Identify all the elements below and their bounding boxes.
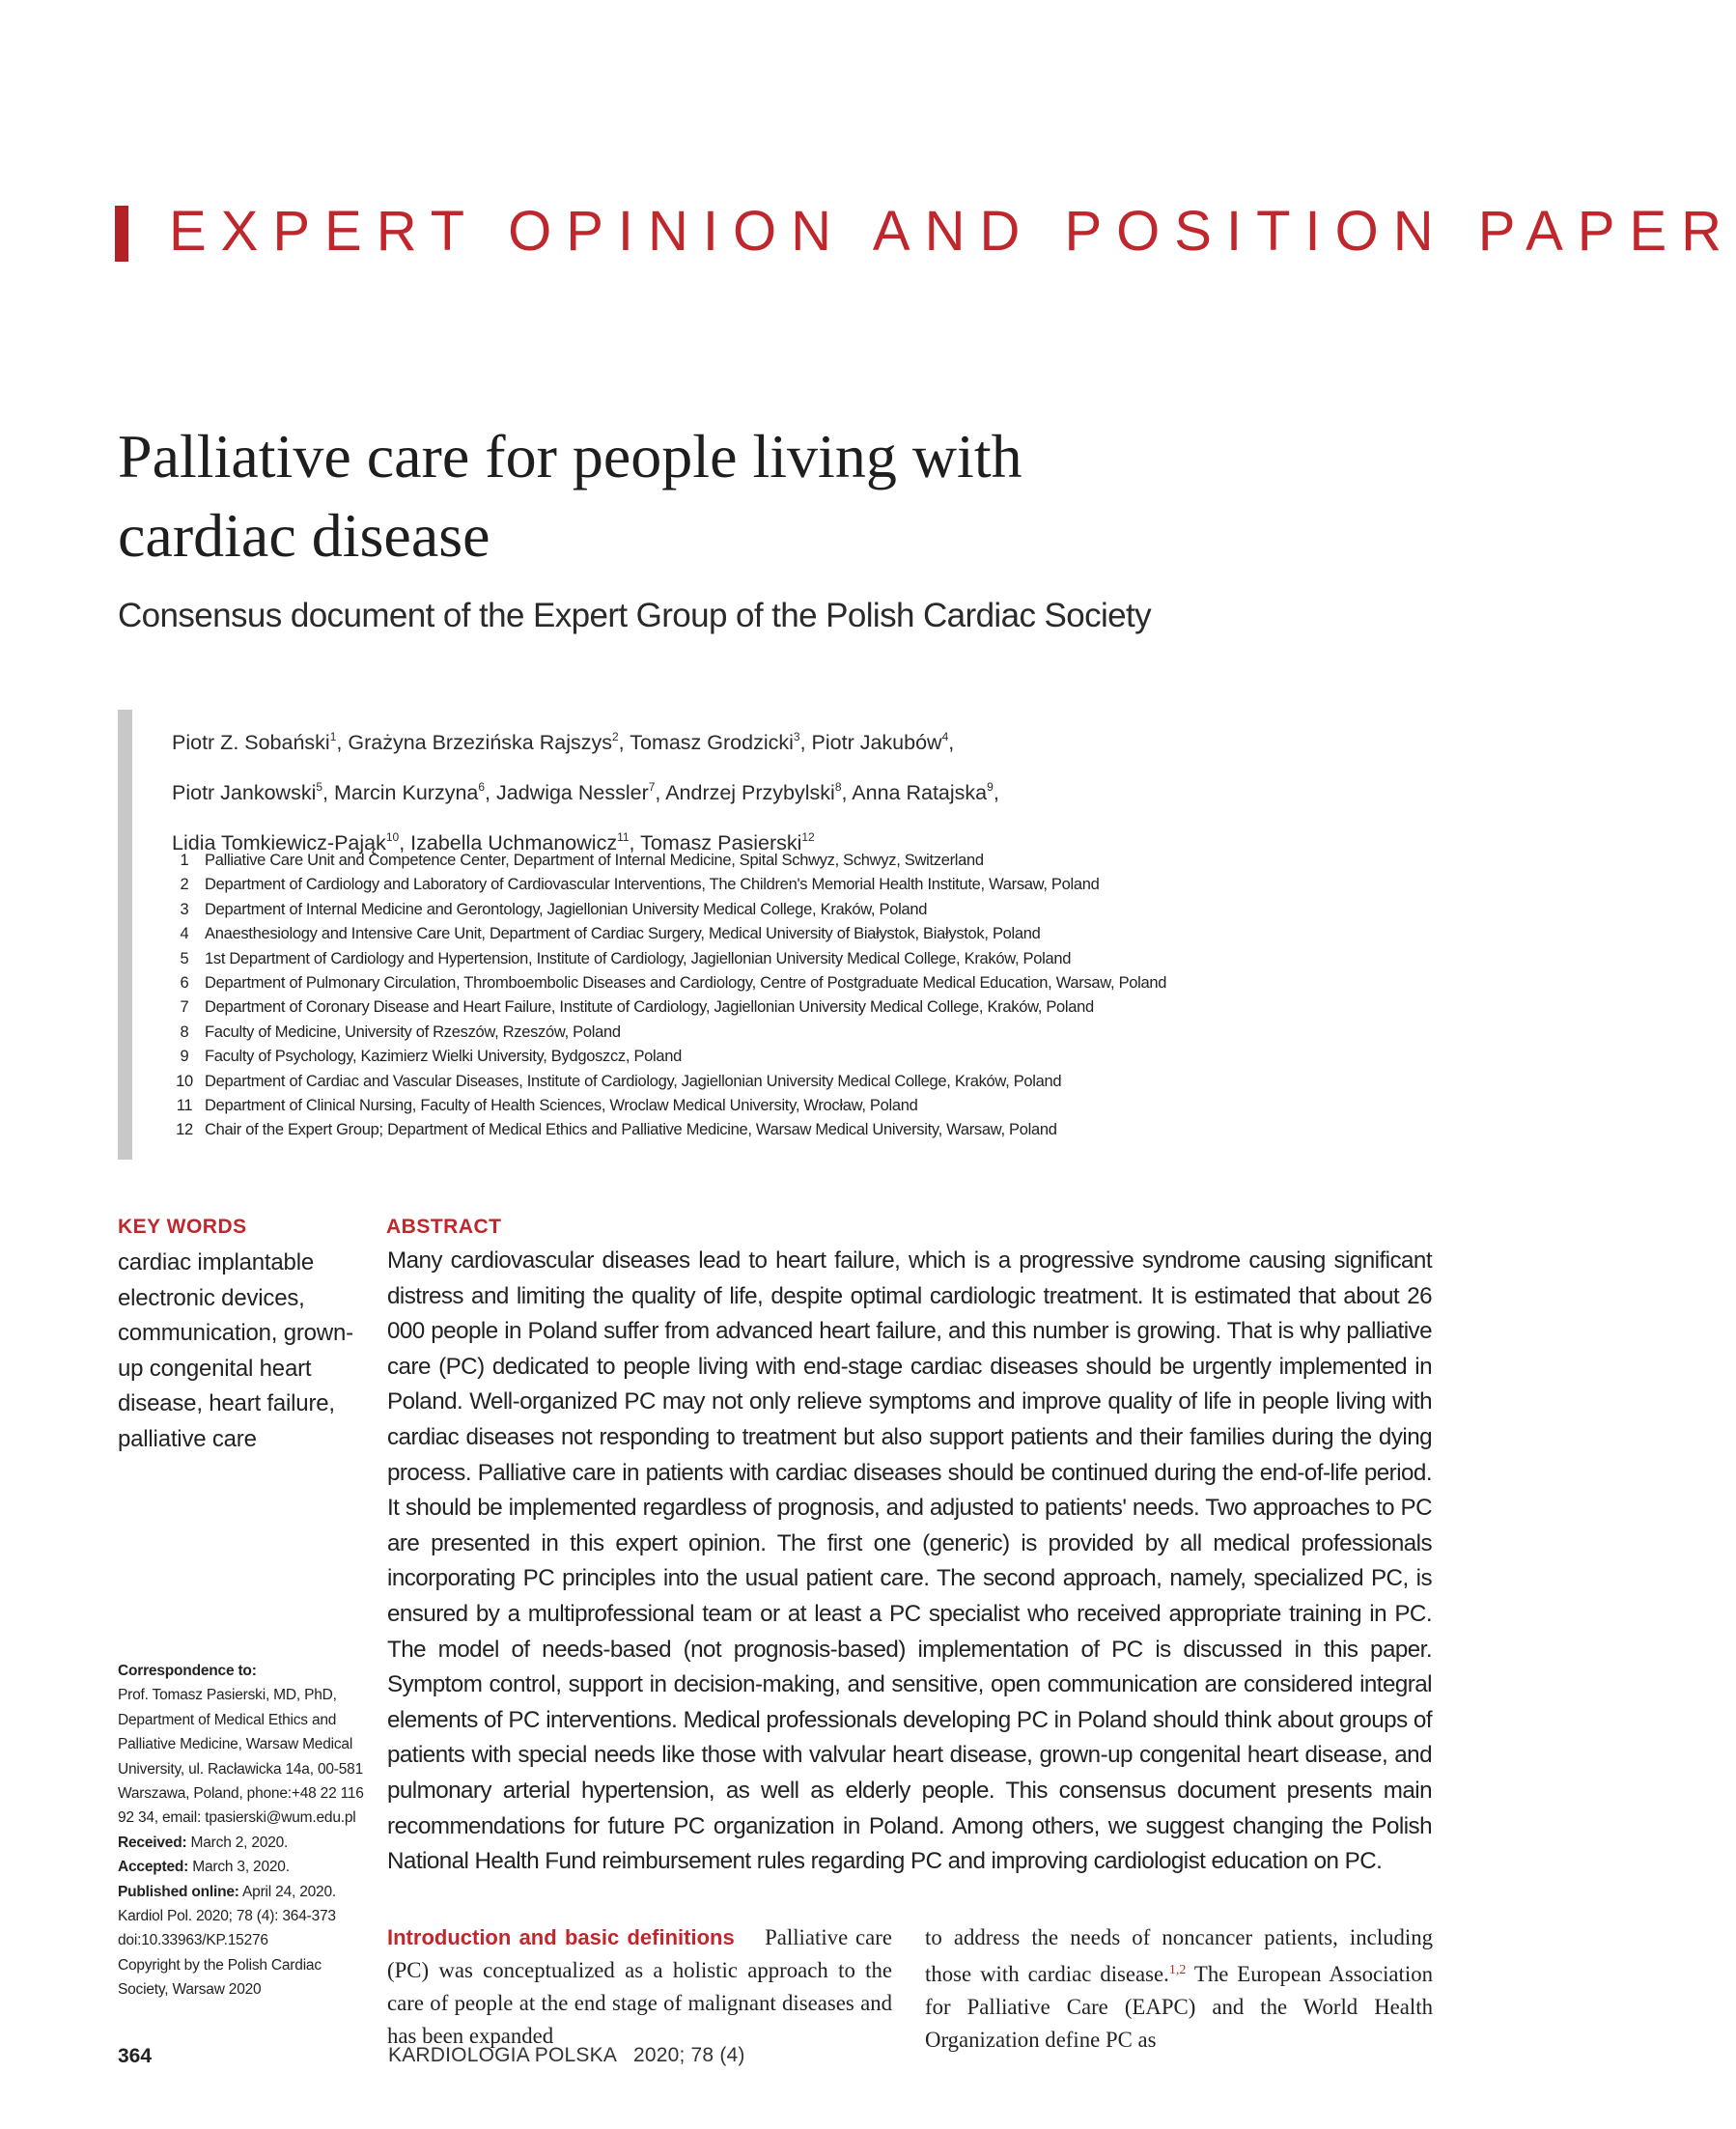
author-name: Tomasz Grodzicki (630, 731, 794, 754)
author-name: Grażyna Brzezińska Rajszys (348, 731, 612, 754)
affiliation-number: 9 (180, 1048, 189, 1066)
journal-footer: KARDIOLOGIA POLSKA 2020; 78 (4) (388, 2044, 745, 2066)
author-name: Anna Ratajska (852, 781, 988, 804)
affiliation-item (164, 849, 1419, 873)
affiliation-text: Department of Cardiac and Vascular Diseases, Institute of Cardiology, Jagiellonian University Medical College, Kraków, Poland (205, 1072, 1062, 1090)
affiliation-item (164, 922, 1419, 946)
affiliation-text: Anaesthesiology and Intensive Care Unit, Department of Cardiac Surgery, Medical University of Białystok, Białystok, Poland (205, 925, 1041, 943)
affiliation-item (164, 1021, 1419, 1045)
author-affiliation-ref: 7 (648, 780, 656, 794)
body-column-2 (925, 1921, 1433, 2057)
author-affiliation-ref: 11 (617, 830, 630, 844)
author-affiliation-ref: 2 (611, 730, 619, 743)
affiliation-item (164, 947, 1419, 971)
affiliation-list (164, 849, 1419, 1143)
author-name: Lidia Tomkiewicz-Pająk (172, 831, 386, 854)
author-name: Marcin Kurzyna (334, 781, 479, 804)
affiliation-number: 1 (180, 852, 189, 869)
keywords-text: cardiac implantable electronic devices, communication, grown-up congenital heart disease, heart failure, palliative care (118, 1249, 353, 1452)
article-subtitle: Consensus document of the Expert Group of the Polish Cardiac Society (118, 597, 1152, 634)
correspondence-address: Prof. Tomasz Pasierski, MD, PhD, Department of Medical Ethics and Palliative Medicine, Warsaw Medical University, ul. Racławicka 14a, 00-581 Warszawa, Poland, phone:+48 22 116 92 34, email: tpasierski@wum.edu.pl (118, 1687, 364, 1827)
affiliation-number: 4 (180, 925, 189, 943)
body-text-col2-a: to address the needs of noncancer patients, including those with cardiac disease. (925, 1925, 1433, 1986)
published-value: April 24, 2020. (238, 1883, 336, 1900)
affiliation-text: 1st Department of Cardiology and Hypertension, Institute of Cardiology, Jagiellonian University Medical College, Kraków, Poland (205, 949, 1072, 967)
section-label: EXPERT OPINION AND POSITION PAPER (169, 200, 1736, 263)
body-text-col1: Palliative care (PC) was conceptualized as a holistic approach to the care of people at the end stage of malignant diseases and has been expanded (387, 1925, 892, 2048)
section-heading: Introduction and basic definitions (387, 1925, 735, 1949)
affiliation-text: Department of Clinical Nursing, Faculty of Health Sciences, Wroclaw Medical University, Wrocław, Poland (205, 1096, 918, 1114)
author-separator: , (322, 781, 334, 804)
affiliation-text: Department of Coronary Disease and Heart Failure, Institute of Cardiology, Jagiellonian University Medical College, Kraków, Poland (205, 998, 1094, 1017)
affiliation-text: Department of Internal Medicine and Gerontology, Jagiellonian University Medical College, Kraków, Poland (205, 900, 928, 918)
affiliation-item (164, 898, 1419, 922)
author-name: Tomasz Pasierski (640, 831, 802, 854)
author-name: Andrzej Przybylski (665, 781, 835, 804)
received-date (118, 1831, 369, 1855)
author-separator: , (485, 781, 496, 804)
author-affiliation-ref: 12 (801, 830, 815, 844)
accepted-label: Accepted: (118, 1859, 189, 1876)
affiliation-number: 2 (180, 876, 189, 894)
section-label-bar (115, 206, 128, 262)
author-affiliation-ref: 9 (987, 780, 994, 794)
article-title-line-2: cardiac disease (118, 501, 490, 570)
published-date (118, 1880, 369, 1904)
author-name: Izabella Uchmanowicz (410, 831, 618, 854)
published-label: Published online: (118, 1883, 239, 1900)
affiliation-item (164, 1045, 1419, 1069)
affiliation-item (164, 1070, 1419, 1094)
doi: doi:10.33963/KP.15276 (118, 1932, 268, 1949)
body-text-col2-b: The European Association for Palliative Care (EAPC) and the World Health Organization define PC as (925, 1962, 1433, 2052)
author-name: Piotr Jankowski (172, 781, 317, 804)
abstract-heading: ABSTRACT (386, 1216, 502, 1238)
author-separator: , (841, 781, 853, 804)
author-affiliation-ref: 3 (793, 730, 800, 743)
affiliation-number: 7 (180, 998, 189, 1017)
affiliation-text: Department of Pulmonary Circulation, Thromboembolic Diseases and Cardiology, Centre of Postgraduate Medical Education, Warsaw, Poland (205, 973, 1167, 992)
affiliation-number: 10 (176, 1072, 193, 1090)
affiliation-number: 12 (176, 1121, 193, 1139)
citation: Kardiol Pol. 2020; 78 (4): 364-373 (118, 1908, 336, 1925)
affiliation-item (164, 995, 1419, 1020)
affiliation-text: Palliative Care Unit and Competence Center, Department of Internal Medicine, Spital Schwyz, Schwyz, Switzerland (205, 852, 984, 869)
received-value: March 2, 2020. (186, 1834, 289, 1851)
keywords-heading: KEY WORDS (118, 1216, 247, 1238)
author-separator: , (399, 831, 411, 854)
author-affiliation-ref: 8 (834, 780, 842, 794)
author-line (172, 765, 1379, 815)
reference-link[interactable]: 1,2 (1168, 1963, 1187, 1977)
affiliation-text: Chair of the Expert Group; Department of Medical Ethics and Palliative Medicine, Warsaw Medical University, Warsaw, Poland (205, 1121, 1057, 1139)
author-separator: , (655, 781, 666, 804)
affiliation-number: 5 (180, 949, 189, 967)
author-affiliation-ref: 4 (941, 730, 949, 743)
affiliation-number: 8 (180, 1022, 189, 1041)
received-label: Received: (118, 1834, 187, 1851)
accepted-value: March 3, 2020. (188, 1859, 290, 1876)
author-separator: , (336, 731, 349, 754)
article-title-line-1: Palliative care for people living with (118, 422, 1022, 490)
author-separator: , (618, 731, 630, 754)
author-line (172, 714, 1379, 765)
abstract-text: Many cardiovascular diseases lead to heart failure, which is a progressive syndrome causing significant distress and limiting the quality of life, despite optimal cardiologic treatment. It is estimated that about 26 000 people in Poland suffer from advanced heart failure, and this number is growing. That is why palliative care (PC) dedicated to people living with end-stage cardiac diseases should be urgently implemented in Poland. Well-organized PC may not only relieve symptoms and improve quality of life in people living with cardiac diseases not responding to treatment but also support patients and their families during the dying process. Palliative care in patients with cardiac diseases should be continued during the end-of-life period. It should be implemented regardless of prognosis, and adjusted to patients' needs. Two approaches to PC are presented in this expert opinion. The first one (generic) is provided by all medical professionals incorporating PC principles into the usual patient care. The second approach, namely, specialized PC, is ensured by a multiprofessional team or at least a PC specialist who received appropriate training in PC. The model of needs-based (not prognosis-based) implementation of PC is discussed in this paper. Symptom control, support in decision-making, and sensitive, open communication are considered integral elements of PC interventions. Medical professionals developing PC in Poland should think about groups of patients with special needs like those with valvular heart disease, grown-up congenital heart disease, and pulmonary arterial hypertension, as well as elderly people. This consensus document presents main recommendations for future PC organization in Poland. Among others, we suggest changing the Polish National Health Fund reimbursement rules regarding PC and improving cardiologist education on PC. (387, 1247, 1432, 1875)
affiliation-item (164, 1094, 1419, 1118)
author-name: Jadwiga Nessler (496, 781, 649, 804)
body-column-1 (387, 1921, 892, 2053)
correspondence-block (118, 1659, 369, 2003)
affiliation-text: Faculty of Medicine, University of Rzeszów, Rzeszów, Poland (205, 1022, 621, 1041)
page-number: 364 (118, 2045, 153, 2067)
author-affiliation-ref: 5 (316, 780, 323, 794)
author-separator: , (629, 831, 641, 854)
author-name: Piotr Jakubów (811, 731, 942, 754)
author-affiliation-ref: 10 (385, 830, 400, 844)
affiliation-number: 6 (180, 973, 189, 992)
author-separator: , (799, 731, 812, 754)
affiliation-text: Faculty of Psychology, Kazimierz Wielki University, Bydgoszcz, Poland (205, 1048, 683, 1066)
authors-side-rule (118, 710, 132, 1160)
article-title (118, 417, 1373, 575)
author-separator: , (948, 731, 955, 754)
affiliation-item (164, 1118, 1419, 1142)
affiliation-number: 11 (176, 1096, 193, 1114)
affiliation-item (164, 873, 1419, 897)
correspondence-heading: Correspondence to: (118, 1663, 257, 1679)
author-affiliation-ref: 1 (329, 730, 337, 743)
author-affiliation-ref: 6 (478, 780, 486, 794)
author-list (172, 714, 1379, 865)
author-name: Piotr Z. Sobański (172, 731, 330, 754)
copyright: Copyright by the Polish Cardiac Society, Warsaw 2020 (118, 1956, 322, 1999)
affiliation-item (164, 971, 1419, 995)
accepted-date (118, 1855, 369, 1879)
author-separator: , (993, 781, 999, 804)
affiliation-text: Department of Cardiology and Laboratory of Cardiovascular Interventions, The Children's Memorial Health Institute, Warsaw, Poland (205, 876, 1100, 894)
affiliation-number: 3 (180, 900, 189, 918)
